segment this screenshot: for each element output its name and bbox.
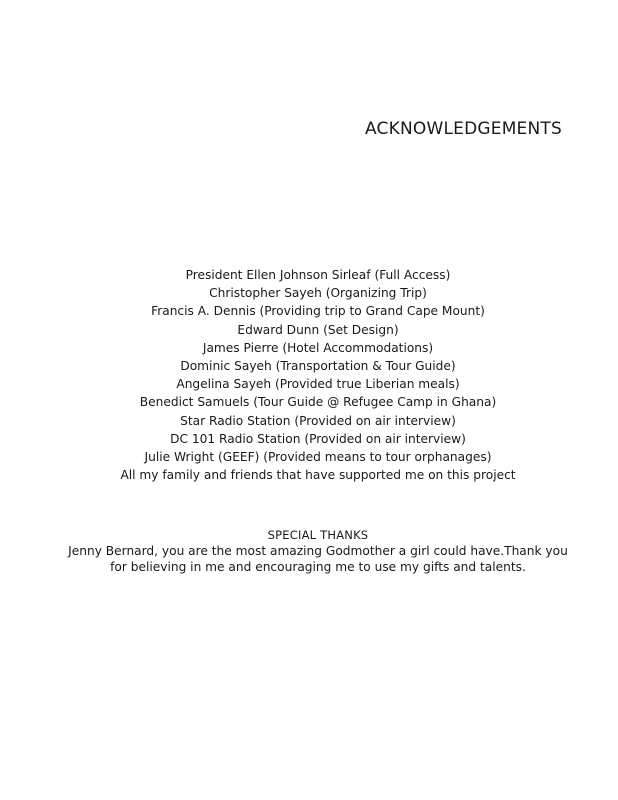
list-item: James Pierre (Hotel Accommodations) [202,340,434,355]
list-item: Julie Wright (GEEF) (Provided means to tour orphanages) [144,450,492,465]
list-item: Angelina Sayeh (Provided true Liberian meals) [176,377,460,392]
list-item: Christopher Sayeh (Organizing Trip) [209,286,427,301]
list-item: DC 101 Radio Station (Provided on air interview) [170,431,466,446]
list-item: President Ellen Johnson Sirleaf (Full Access) [185,268,451,282]
special-thanks-text: Jenny Bernard, you are the most amazing Godmother a girl could have.Thank you for believing in me and encouraging me to use my gifts and talents. [68,544,568,574]
special-thanks-heading: SPECIAL THANKS [267,528,369,542]
list-item: Edward Dunn (Set Design) [237,322,399,337]
list-item: Francis A. Dennis (Providing trip to Grand Cape Mount) [151,304,485,319]
list-item: Star Radio Station (Provided on air interview) [180,413,456,428]
list-item: Dominic Sayeh (Transportation & Tour Guide) [180,359,456,374]
page-title: ACKNOWLEDGEMENTS [365,119,562,139]
list-item: Benedict Samuels (Tour Guide @ Refugee Camp in Ghana) [139,395,497,410]
credits-list [0,266,618,484]
special-thanks-section [0,527,618,575]
list-item: All my family and friends that have supported me on this project [120,468,516,483]
